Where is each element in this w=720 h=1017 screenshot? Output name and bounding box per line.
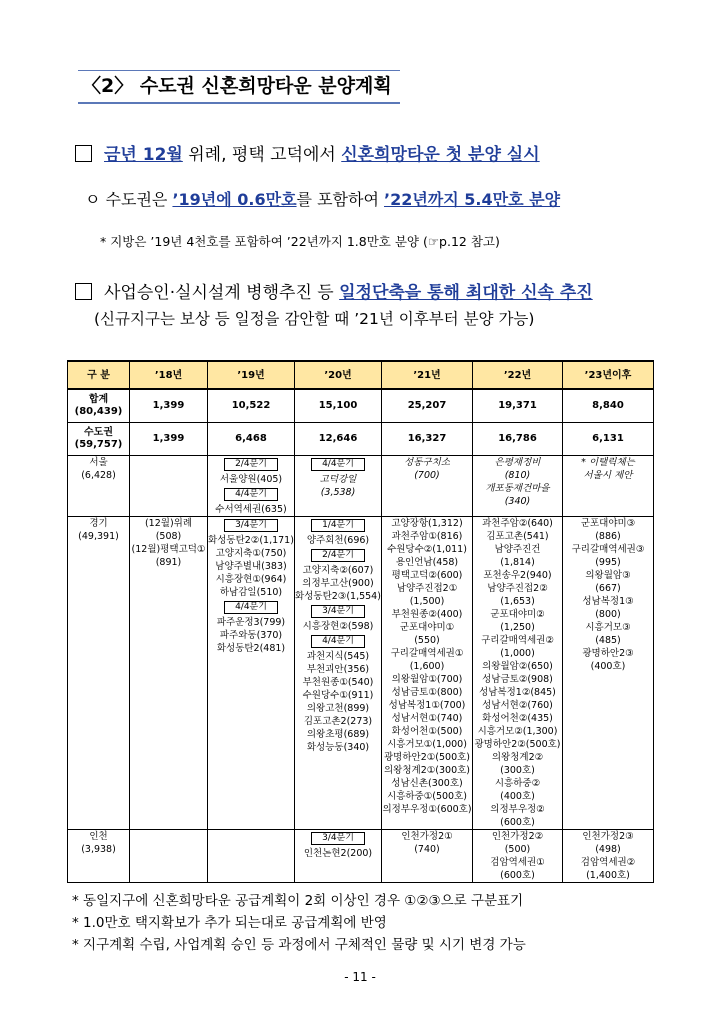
table-cell: [473, 830, 563, 883]
bullet-text: 를 포함하여: [296, 190, 384, 209]
district-entry: 서울양원(405): [219, 474, 283, 485]
district-entry: 고양장항(1,312) 과천주암①(816) 수원당수②(1,011) 용인언남(458) 평택고덕②(600) 남양주진접2① (1,500) 부천원종②(400) 군포대야미① (550) 구리갈매역세권① (1,600) 의왕월암①(700) 성남금토①(800) 성남복정1①(700) 성남서현①(740) 화성어천①(500) 시흥거모①(1,000) 광명하안2①(500호) 의왕청계2①(300호) 성남신촌(300호) 시흥하중①(500호) 의정부우정①(600호): [382, 518, 472, 815]
table-cell: 16,327: [382, 423, 473, 456]
quarter-label: 3/4분기: [224, 519, 278, 532]
highlight-schedule: 일정단축을 통해 최대한 신속 추진: [339, 283, 593, 303]
table-cell: [563, 517, 654, 830]
district-entry: 수서역세권(635): [215, 504, 287, 515]
table-cell: 6,468: [208, 423, 295, 456]
row-label: 서울 (6,428): [68, 456, 130, 517]
row-label: 수도권 (59,757): [68, 423, 130, 456]
column-header: ’18년: [130, 361, 208, 389]
table-cell: 16,786: [473, 423, 563, 456]
quarter-label: 3/4분기: [311, 605, 365, 618]
page-number: - 11 -: [344, 970, 376, 984]
district-entry: 고양지축②(607) 의정부고산(900) 화성동탄2③(1,554): [295, 565, 381, 602]
checkbox-square-icon: [75, 283, 92, 300]
region-row-gyeonggi: [68, 517, 654, 830]
quarter-tag: [295, 603, 381, 620]
column-header: ’23년이후: [563, 361, 654, 389]
quarter-label: 3/4분기: [311, 832, 365, 845]
table-cell: 10,522: [208, 389, 295, 423]
district-entry: 인천논현2(200): [303, 848, 373, 859]
row-label: 인천 (3,938): [68, 830, 130, 883]
table-cell: [473, 456, 563, 517]
quarter-tag: [295, 633, 381, 650]
table-cell: [382, 830, 473, 883]
table-cell: [563, 830, 654, 883]
district-entry: 시흥장현②(598): [302, 621, 374, 632]
table-cell: [130, 456, 208, 517]
row-label: 합계 (80,439): [68, 389, 130, 423]
district-entry: * 이탤릭체는 서울시 제안: [581, 457, 635, 481]
section-title: 〈2〉 수도권 신혼희망타운 분양계획: [78, 70, 400, 104]
column-header: ’22년: [473, 361, 563, 389]
bullet-text: 사업승인·실시설계 병행추진 등: [104, 283, 340, 303]
district-entry: 과천지식(545) 부천괴안(356) 부천원종①(540) 수원당수①(911) 의왕고천(899) 김포고촌2(273) 의왕초평(689) 화성능동(340): [302, 651, 374, 753]
quarter-label: 4/4분기: [224, 488, 278, 501]
table-cell: 8,840: [563, 389, 654, 423]
district-entry: 파주운정3(799) 파주와동(370) 화성동탄2(481): [216, 617, 286, 654]
table-cell: [295, 517, 382, 830]
district-entry: 인천가정2① (740): [401, 831, 453, 855]
district-entry: 과천주암②(640) 김포고촌(541) 남양주진건 (1,814) 포천송우2(940) 남양주진접2② (1,653) 군포대야미② (1,250) 구리갈매역세권② (1,000) 의왕월암②(650) 성남금토②(908) 성남복정1②(845) 성남서현②(760) 화성어천②(435) 시흥거모②(1,300) 광명하안2②(500호) 의왕청계2② (300호) 시흥하중② (400호) 의정부우정② (600호): [474, 518, 561, 828]
table-cell: 12,646: [295, 423, 382, 456]
highlight-2022: ’22년까지 5.4만호 분양: [384, 190, 561, 209]
row-label: 경기 (49,391): [68, 517, 130, 830]
region-row-seoul: [68, 456, 654, 517]
table-cell: [208, 456, 295, 517]
table-cell: 25,207: [382, 389, 473, 423]
summary-row: [68, 389, 654, 423]
table-cell: [208, 830, 295, 883]
column-header: 구 분: [68, 361, 130, 389]
quarter-label: 4/4분기: [311, 635, 365, 648]
quarter-tag: [295, 456, 381, 473]
quarter-label: 2/4분기: [311, 549, 365, 562]
bullet-metro-plan: [85, 187, 560, 210]
quarter-tag: [295, 547, 381, 564]
highlight-month: 금년 12월: [104, 145, 183, 165]
table-header-row: [68, 361, 654, 389]
quarter-label: 4/4분기: [311, 458, 365, 471]
quarter-tag: [208, 486, 294, 503]
column-header: ’21년: [382, 361, 473, 389]
district-entry: 성동구치소 (700): [404, 457, 450, 481]
note-new-districts: (신규지구는 보상 등 일정을 감안할 때 ’21년 이후부터 분양 가능): [94, 310, 535, 328]
table-cell: 1,399: [130, 423, 208, 456]
bullet-text: 위례, 평택 고덕에서: [182, 145, 342, 165]
quarter-tag: [208, 517, 294, 534]
note-local: * 지방은 ’19년 4천호를 포함하여 ’22년까지 1.8만호 분양 (☞p.12 참고): [100, 234, 500, 249]
footnote: * 지구계획 수립, 사업계획 승인 등 과정에서 구체적인 물량 및 시기 변경 가능: [72, 937, 526, 953]
table-cell: 6,131: [563, 423, 654, 456]
bullet-text: ㅇ 수도권은: [85, 190, 173, 209]
table-cell: [563, 456, 654, 517]
quarter-label: 4/4분기: [224, 601, 278, 614]
footnote: * 동일지구에 신혼희망타운 공급계획이 2회 이상인 경우 ①②③으로 구분표기: [72, 893, 524, 909]
supply-plan-table: [67, 360, 654, 883]
table-cell: [295, 456, 382, 517]
table-cell: [208, 517, 295, 830]
table-cell: [382, 517, 473, 830]
quarter-tag: [208, 599, 294, 616]
highlight-first-sale: 신혼희망타운 첫 분양 실시: [341, 145, 540, 165]
region-row-incheon: [68, 830, 654, 883]
table-cell: 15,100: [295, 389, 382, 423]
bullet-acceleration: [75, 278, 593, 303]
highlight-2019: ’19년에 0.6만호: [172, 190, 297, 209]
table-cell: [382, 456, 473, 517]
quarter-label: 2/4분기: [224, 458, 278, 471]
table-cell: [130, 517, 208, 830]
footnote: * 1.0만호 택지확보가 추가 되는대로 공급계획에 반영: [72, 915, 387, 931]
district-entry: 인천가정2② (500) 검암역세권① (600호): [490, 831, 545, 881]
quarter-label: 1/4분기: [311, 519, 365, 532]
column-header: ’20년: [295, 361, 382, 389]
bullet-first-sale: [75, 140, 540, 165]
district-entry: 은평재정비 (810) 개포동재건마을 (340): [485, 457, 550, 507]
district-entry: (12월)위례 (508) (12월)평택고덕① (891): [131, 518, 206, 568]
district-entry: 화성동탄2②(1,171) 고양지축①(750) 남양주별내(383) 시흥장현①(964) 하남감일(510): [208, 535, 294, 598]
quarter-tag: [208, 456, 294, 473]
table-cell: 1,399: [130, 389, 208, 423]
checkbox-square-icon: [75, 145, 92, 162]
table-cell: [130, 830, 208, 883]
district-entry: 인천가정2③ (498) 검암역세권② (1,400호): [580, 831, 636, 881]
table-cell: [473, 517, 563, 830]
column-header: ’19년: [208, 361, 295, 389]
table-cell: 19,371: [473, 389, 563, 423]
summary-row: [68, 423, 654, 456]
district-entry: 고덕강일 (3,538): [319, 474, 357, 498]
quarter-tag: [295, 517, 381, 534]
district-entry: 양주회천(696): [306, 535, 370, 546]
table-cell: [295, 830, 382, 883]
quarter-tag: [295, 830, 381, 847]
district-entry: 군포대야미③ (886) 구리갈매역세권③ (995) 의왕월암③ (667) 성남복정1③ (800) 시흥거모③ (485) 광명하안2③ (400호): [571, 518, 645, 672]
